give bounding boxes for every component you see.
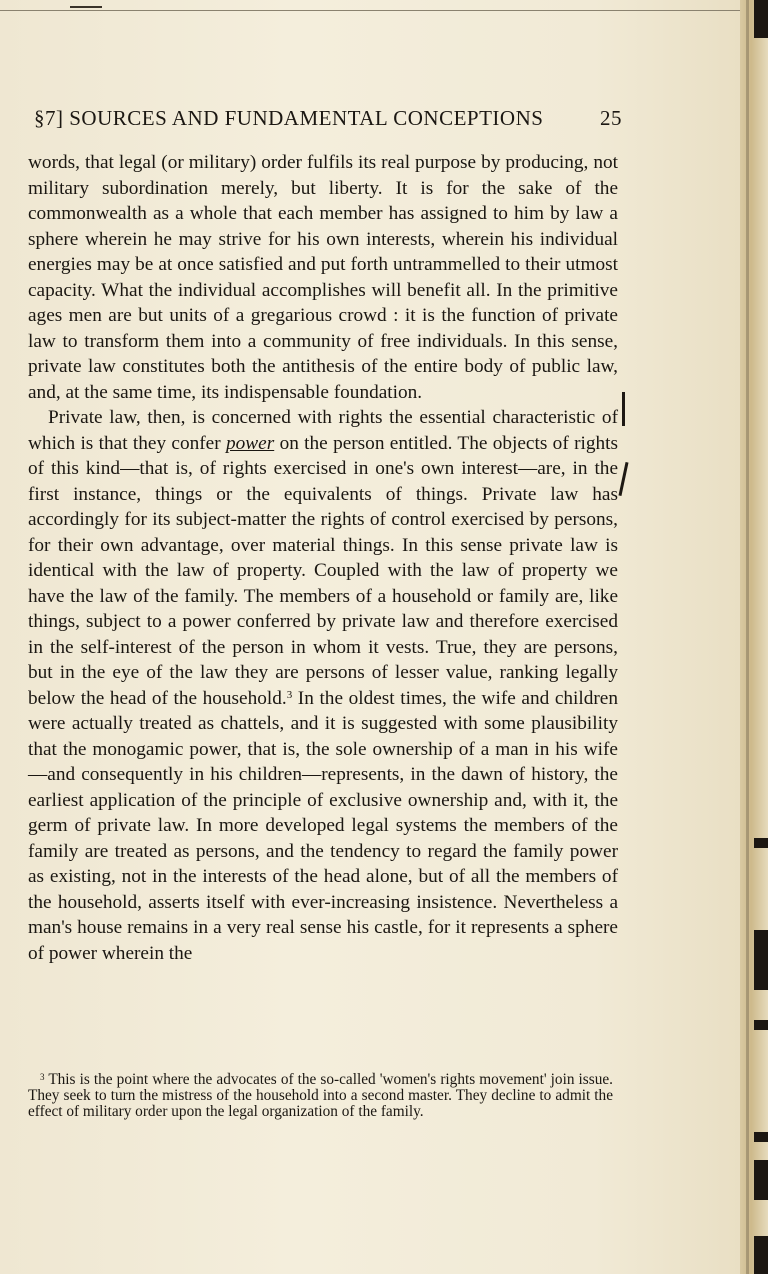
top-rule-mark <box>70 6 102 8</box>
footnote <box>28 1072 613 1120</box>
body-text <box>28 150 618 966</box>
footnote-text: This is the point where the advocates of the so-called 'women's rights movement' join issue. They seek to turn the mistress of the household into a second master. They decline to admit the effect of military order upon the legal organization of the family. <box>28 1071 613 1120</box>
edge-mark <box>754 1132 768 1142</box>
emphasis-power: power <box>226 432 275 454</box>
edge-mark <box>754 930 768 990</box>
paragraph-1: words, that legal (or military) order fulfils its real purpose by producing, not military subordination merely, but liberty. It is for the sake of the commonwealth as a whole that each member has assigned to him by law a sphere wherein he may strive for his own interests, wherein his individual energies may be at once satisfied and put forth untrammelled to their utmost capacity. What the individual accomplishes will benefit all. In the primitive ages men are but units of a gregarious crowd : it is the function of private law to transform them into a community of free individuals. In this sense, private law constitutes both the antithesis of the entire body of public law, and, at the same time, its indispensable foundation. <box>28 152 618 403</box>
margin-mark <box>622 392 625 426</box>
edge-mark <box>754 1236 768 1274</box>
edge-mark <box>754 838 768 848</box>
edge-mark <box>754 1020 768 1030</box>
header-title <box>34 106 543 131</box>
paragraph-2: Private law, then, is concerned with rights the essential characteristic of which is that they confer power on the person entitled. The objects of rights of this kind—that is, of rights exercised in one's own interest—are, in the first instance, things or the equivalents of things. Private law has accordingly for its subject-matter the rights of control exercised by persons, for their own advantage, over material things. In this sense private law is identical with the law of property. Coupled with the law of property we have the law of the family. The members of a household or family are, like things, subject to a power conferred by private law and therefore exercised in the self-interest of the person in whom it vests. True, they are persons, but in the eye of the law they are persons of lesser value, ranking legally below the head of the household.$^3$ In the oldest times, the wife and children were actually treated as chattels, and it is suggested with some plausibility that the monogamic power, that is, the sole ownership of a man in his wife—and consequently in his children—represents, in the dawn of history, the earliest application of the principle of exclusive ownership and, with it, the germ of private law. In more developed legal systems the members of the family are treated as persons, and the tendency to regard the family power as existing, not in the interests of the head alone, but of all the members of the household, asserts itself with ever-increasing insistence. Nevertheless a man's house remains in a very real sense his castle, for it represents a sphere of power wherein the <box>28 407 618 964</box>
margin-mark <box>618 462 628 496</box>
spine-line <box>746 0 749 1274</box>
book-edge <box>740 0 768 1274</box>
top-rule <box>0 10 740 11</box>
edge-mark <box>754 0 768 38</box>
page-number: 25 <box>600 106 622 130</box>
edge-mark <box>754 1160 768 1200</box>
footnote-marker: 3 <box>40 1072 45 1082</box>
chapter-title: SOURCES AND FUNDAMENTAL CONCEPTIONS <box>69 106 544 130</box>
footnote-ref: 3 <box>286 688 293 701</box>
section-mark: §7] <box>34 106 64 130</box>
